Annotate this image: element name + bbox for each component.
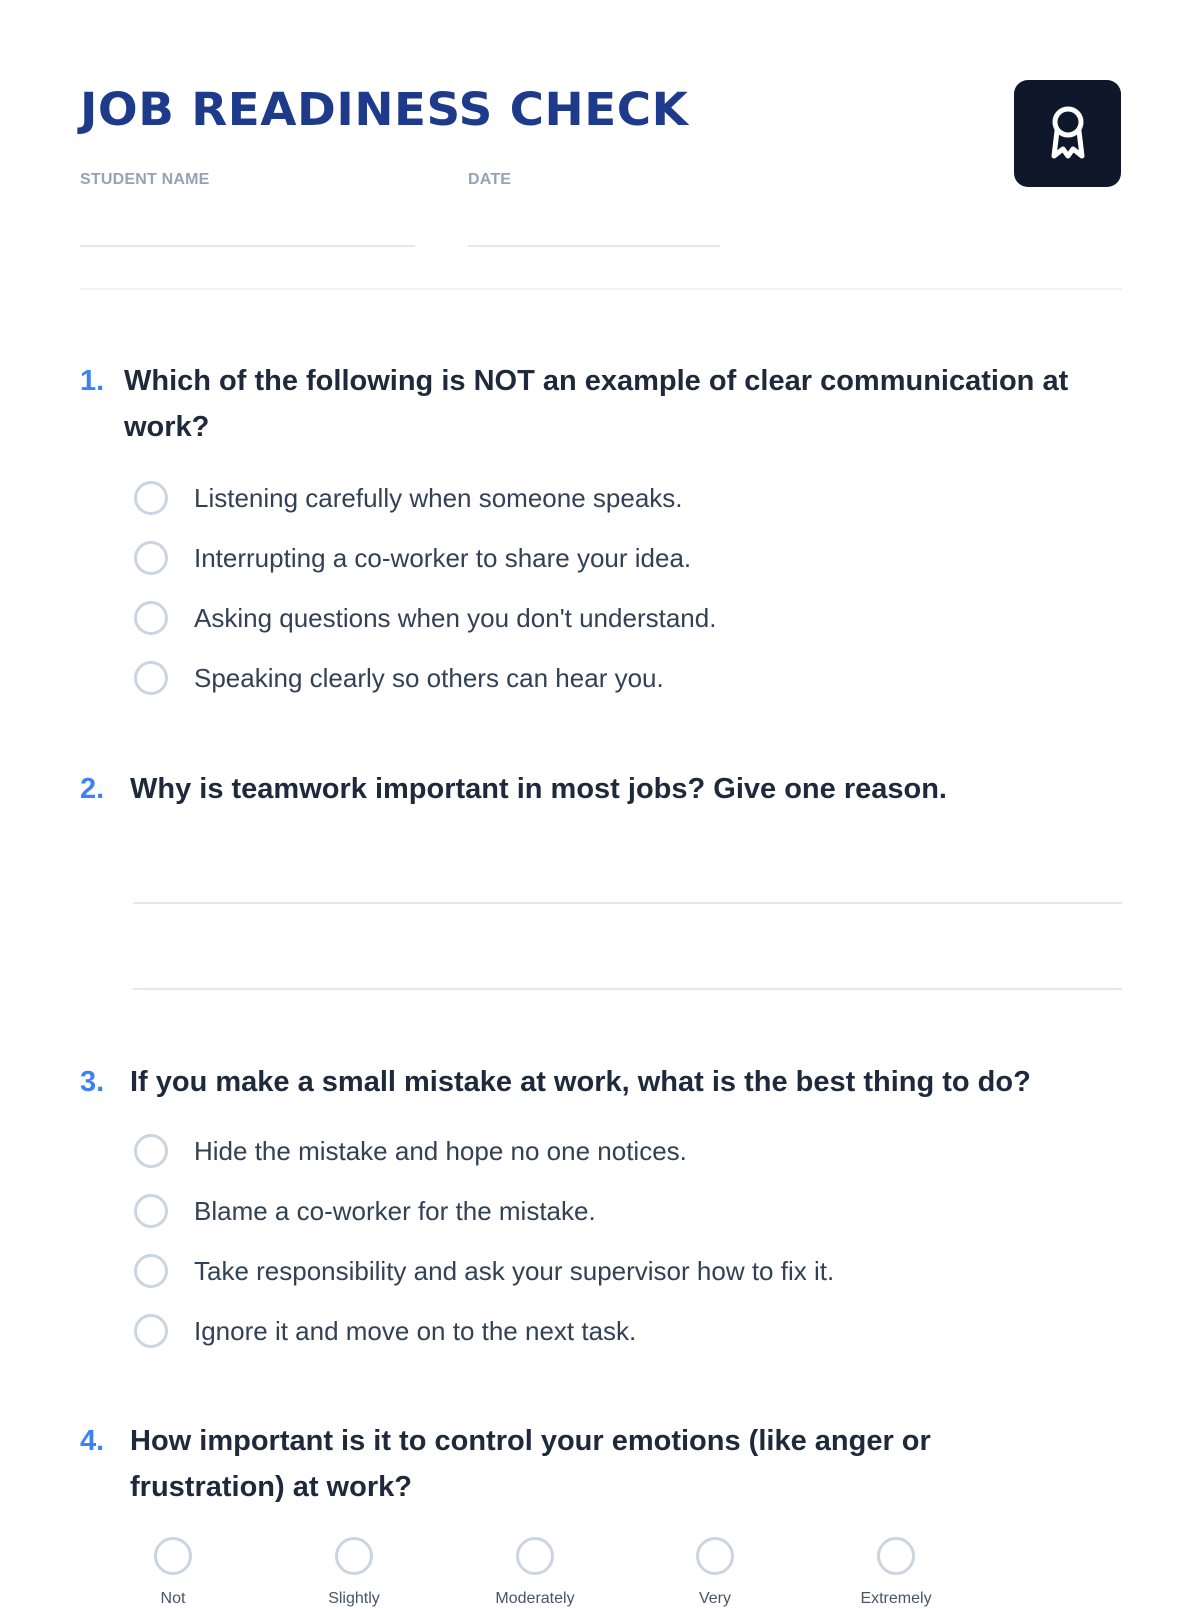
header-divider bbox=[80, 288, 1122, 290]
scale-option-moderately[interactable] bbox=[470, 1537, 600, 1609]
radio-button[interactable] bbox=[134, 541, 168, 575]
answer-line[interactable] bbox=[133, 988, 1122, 990]
option-row[interactable] bbox=[134, 528, 1200, 588]
option-row[interactable] bbox=[134, 1301, 1200, 1361]
radio-button[interactable] bbox=[134, 601, 168, 635]
scale-label: Slightly bbox=[328, 1590, 380, 1607]
scale-option-not[interactable] bbox=[108, 1537, 238, 1609]
question-text: Which of the following is NOT an example of clear communication at work? bbox=[124, 365, 1069, 443]
scale-option-extremely[interactable] bbox=[831, 1537, 961, 1609]
answer-line[interactable] bbox=[133, 902, 1122, 904]
option-row[interactable] bbox=[134, 1121, 1200, 1181]
option-row[interactable] bbox=[134, 588, 1200, 648]
radio-button[interactable] bbox=[335, 1537, 373, 1575]
question-4 bbox=[80, 1418, 1000, 1510]
option-label: Interrupting a co-worker to share your idea. bbox=[194, 543, 692, 573]
option-label: Listening carefully when someone speaks. bbox=[194, 483, 683, 513]
rating-scale bbox=[135, 1537, 1005, 1607]
scale-option-very[interactable] bbox=[650, 1537, 780, 1609]
radio-button[interactable] bbox=[154, 1537, 192, 1575]
option-label: Blame a co-worker for the mistake. bbox=[194, 1196, 596, 1226]
student-name-label: STUDENT NAME bbox=[80, 171, 210, 188]
question-1 bbox=[80, 358, 1122, 450]
question-1-options bbox=[134, 468, 1200, 708]
radio-button[interactable] bbox=[134, 481, 168, 515]
scale-label: Extremely bbox=[860, 1590, 932, 1607]
award-badge bbox=[1014, 80, 1121, 187]
radio-button[interactable] bbox=[134, 1194, 168, 1228]
question-3 bbox=[80, 1059, 1122, 1105]
scale-label: Very bbox=[698, 1590, 731, 1607]
question-2 bbox=[80, 766, 1122, 812]
radio-button[interactable] bbox=[516, 1537, 554, 1575]
page-title: JOB READINESS CHECK bbox=[80, 83, 689, 136]
option-label: Hide the mistake and hope no one notices. bbox=[194, 1136, 687, 1166]
radio-button[interactable] bbox=[134, 661, 168, 695]
option-label: Ignore it and move on to the next task. bbox=[194, 1316, 637, 1346]
option-label: Speaking clearly so others can hear you. bbox=[194, 663, 664, 693]
radio-button[interactable] bbox=[877, 1537, 915, 1575]
radio-button[interactable] bbox=[134, 1134, 168, 1168]
option-row[interactable] bbox=[134, 468, 1200, 528]
date-label: DATE bbox=[468, 171, 512, 188]
question-text: How important is it to control your emotions (like anger or frustration) at work? bbox=[130, 1425, 931, 1503]
question-number: 4. bbox=[80, 1425, 105, 1457]
question-text: If you make a small mistake at work, what is the best thing to do? bbox=[130, 1066, 1031, 1098]
radio-button[interactable] bbox=[696, 1537, 734, 1575]
scale-option-slightly[interactable] bbox=[289, 1537, 419, 1609]
award-ribbon-icon bbox=[1046, 104, 1090, 164]
option-label: Take responsibility and ask your supervisor how to fix it. bbox=[194, 1256, 835, 1286]
option-row[interactable] bbox=[134, 1241, 1200, 1301]
question-number: 1. bbox=[80, 365, 105, 397]
option-row[interactable] bbox=[134, 648, 1200, 708]
question-number: 3. bbox=[80, 1066, 105, 1098]
scale-label: Moderately bbox=[495, 1590, 575, 1607]
radio-button[interactable] bbox=[134, 1254, 168, 1288]
option-label: Asking questions when you don't understand. bbox=[194, 603, 717, 633]
question-number: 2. bbox=[80, 773, 105, 805]
date-field[interactable] bbox=[468, 245, 720, 247]
radio-button[interactable] bbox=[134, 1314, 168, 1348]
option-row[interactable] bbox=[134, 1181, 1200, 1241]
scale-label: Not bbox=[160, 1590, 186, 1607]
question-3-options bbox=[134, 1121, 1200, 1361]
student-name-field[interactable] bbox=[80, 245, 415, 247]
question-text: Why is teamwork important in most jobs? Give one reason. bbox=[130, 773, 947, 805]
